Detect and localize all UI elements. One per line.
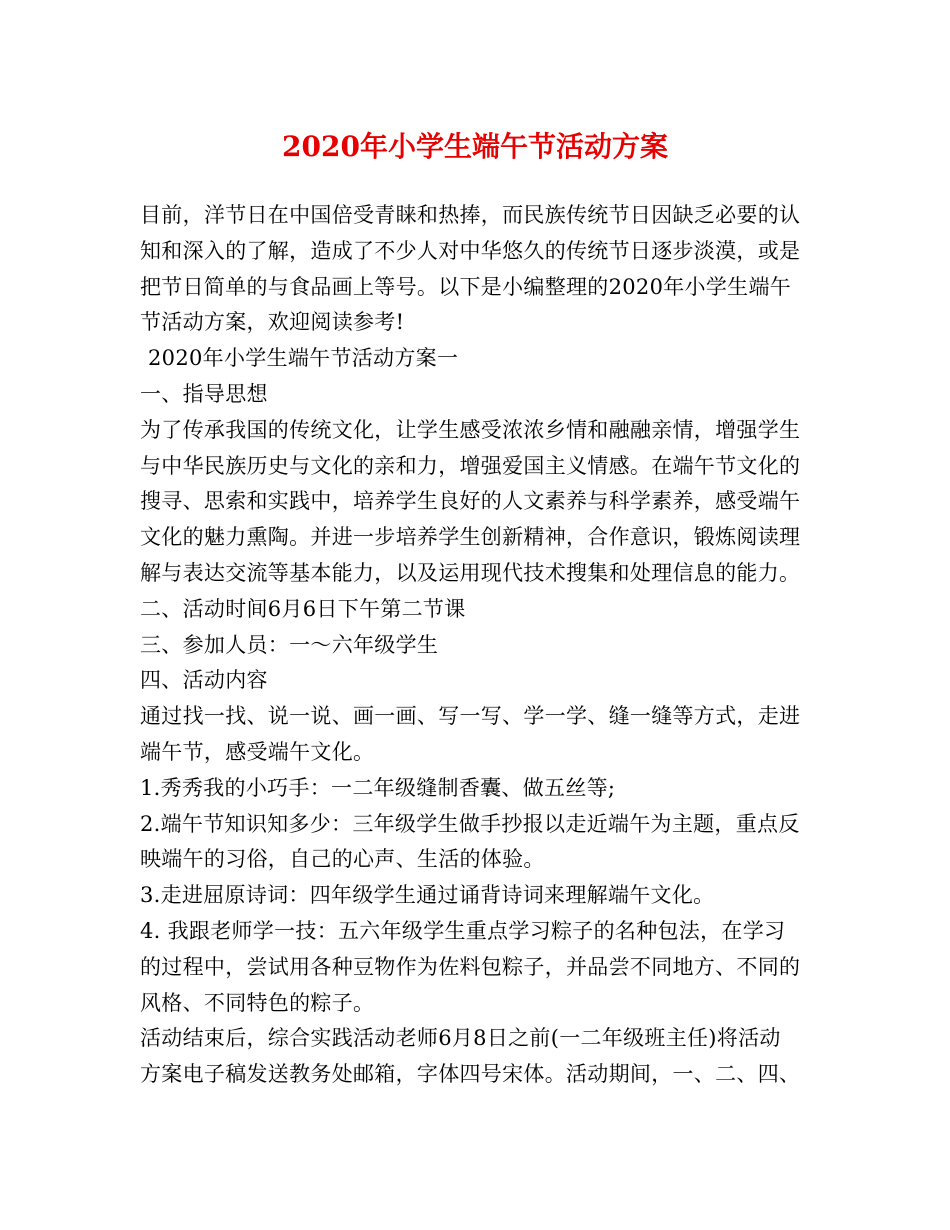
section-heading: 三、参加人员：一～六年级学生 bbox=[140, 632, 439, 657]
body-line: 解与表达交流等基本能力，以及运用现代技术搜集和处理信息的能力。 bbox=[140, 560, 801, 585]
section-heading: 四、活动内容 bbox=[140, 668, 268, 693]
body-line: 把节日简单的与食品画上等号。以下是小编整理的2020年小学生端午 bbox=[140, 274, 792, 299]
section-heading: 2020年小学生端午节活动方案一 bbox=[148, 346, 459, 371]
body-line: 与中华民族历史与文化的亲和力，增强爱国主义情感。在端午节文化的 bbox=[140, 453, 801, 478]
document-body bbox=[140, 198, 812, 1093]
list-item: 3.走进屈原诗词：四年级学生通过诵背诗词来理解端午文化。 bbox=[140, 883, 715, 908]
body-line: 文化的魅力熏陶。并进一步培养学生创新精神，合作意识，锻炼阅读理 bbox=[140, 525, 801, 550]
section-heading: 二、活动时间6月6日下午第二节课 bbox=[140, 596, 466, 621]
list-item: 4. 我跟老师学一技：五六年级学生重点学习粽子的名种包法，在学习 bbox=[140, 918, 786, 943]
body-line: 节活动方案，欢迎阅读参考! bbox=[140, 310, 405, 335]
body-line: 映端午的习俗，自己的心声、生活的体验。 bbox=[140, 847, 545, 872]
body-line: 风格、不同特色的粽子。 bbox=[140, 990, 375, 1015]
body-line: 通过找一找、说一说、画一画、写一写、学一学、缝一缝等方式，走进 bbox=[140, 704, 801, 729]
body-line: 知和深入的了解，造成了不少人对中华悠久的传统节日逐步淡漠，或是 bbox=[140, 238, 801, 263]
body-line: 的过程中，尝试用各种豆物作为佐料包粽子，并品尝不同地方、不同的 bbox=[140, 954, 801, 979]
body-line: 搜寻、思索和实践中，培养学生良好的人文素养与科学素养，感受端午 bbox=[140, 489, 801, 514]
body-line: 活动结束后，综合实践活动老师6月8日之前(一二年级班主任)将活动 bbox=[140, 1026, 781, 1051]
list-item: 1.秀秀我的小巧手：一二年级缝制香囊、做五丝等; bbox=[140, 775, 616, 800]
body-line: 端午节，感受端午文化。 bbox=[140, 739, 375, 764]
section-heading: 一、指导思想 bbox=[140, 381, 268, 406]
body-line: 为了传承我国的传统文化，让学生感受浓浓乡情和融融亲情，增强学生 bbox=[140, 417, 801, 442]
list-item: 2.端午节知识知多少：三年级学生做手抄报以走近端午为主题，重点反 bbox=[140, 811, 800, 836]
body-line: 目前，洋节日在中国倍受青睐和热捧，而民族传统节日因缺乏必要的认 bbox=[140, 203, 801, 227]
document-title: 2020年小学生端午节活动方案 bbox=[282, 130, 668, 163]
body-line: 方案电子稿发送教务处邮箱，字体四号宋体。活动期间，一、二、四、 bbox=[140, 1062, 801, 1087]
